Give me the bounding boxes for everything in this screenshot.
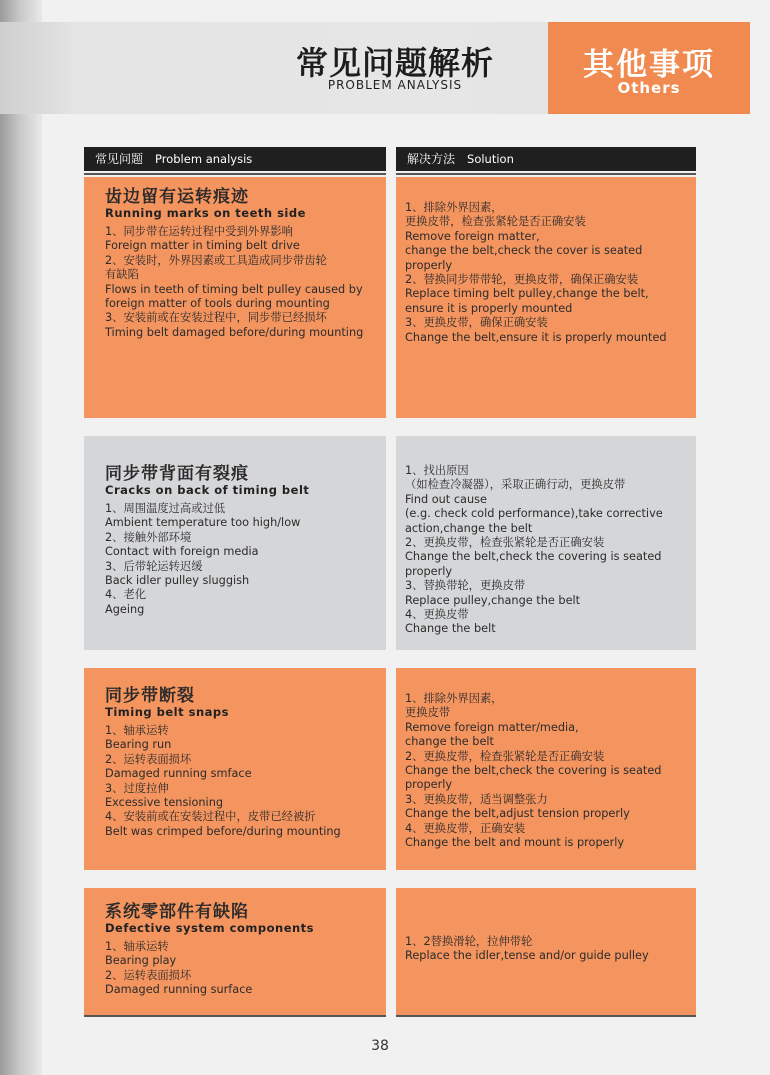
column-header-problem-en: Problem analysis [155,152,253,166]
book-spine-shadow [0,0,42,1075]
problem-line: 1、周围温度过高或过低 [105,502,226,515]
problem-line: Excessive tensioning [105,796,224,810]
solution-line: 3、更换皮带，适当调整张力 [405,792,548,806]
solution-line: Replace the idler,tense and/or guide pulley [405,949,649,963]
problem-line: 4、安装前或在安装过程中，皮带已经被折 [105,810,316,824]
problem-line: foreign matter of tools during mounting [105,297,330,311]
problem-line: 2、接触外部环境 [105,530,192,544]
column-header-solution-en: Solution [467,152,514,166]
problem-line: 2、运转表面损坏 [105,968,192,982]
solution-line: Remove foreign matter/media, [405,720,579,734]
divider [396,173,696,175]
problem-card-defective-components [84,888,386,1015]
problem-card-cracks [84,436,386,650]
solution-line: 1、排除外界因素， [405,692,503,705]
solution-line: Change the belt,check the covering is seated [405,764,662,778]
solution-line: 更换皮带 [405,706,451,720]
section-tab-title: 其他事项 [583,47,715,83]
solution-line: 3、替换带轮，更换皮带 [405,579,526,593]
solution-card-cracks [396,436,696,650]
solution-line: (e.g. check cold performance),take corrective [405,507,663,521]
problem-line: 1、轴承运转 [105,724,169,737]
divider [84,173,386,175]
problem-line: 4、老化 [105,588,147,602]
problem-line: Belt was crimped before/during mounting [105,824,341,838]
problem-line: Ambient temperature too high/low [105,516,301,530]
solution-card-running-marks [396,177,696,418]
problem-line: 3、过度拉伸 [105,781,169,795]
problem-line: 3、安装前或在安装过程中，同步带已经损坏 [105,311,327,325]
column-header-problem-cn: 常见问题 [95,152,144,166]
solution-line: 1、找出原因 [405,464,469,477]
solution-line: change the belt [405,735,494,749]
problem-title-cn: 同步带背面有裂痕 [105,464,249,484]
solution-line: 2、更换皮带，检查张紧轮是否正确安装 [405,749,605,763]
problem-line: Ageing [105,602,145,616]
section-tab [548,22,750,114]
column-header-solution [396,147,696,171]
page-number: 38 [371,1038,389,1054]
solution-line: change the belt,check the cover is seated properly [405,244,643,272]
solution-line: Replace timing belt pulley,change the belt, [405,287,649,301]
solution-line: 3、更换皮带，确保正确安装 [405,316,548,330]
problem-title-en: Timing belt snaps [105,705,229,719]
solution-card-belt-snaps [396,668,696,870]
solution-line: Replace pulley,change the belt [405,593,581,607]
solution-line: 4、更换皮带，正确安装 [405,821,526,835]
problem-title-en: Cracks on back of timing belt [105,483,310,497]
problem-line: Bearing play [105,954,177,968]
problem-line: 有缺陷 [105,268,139,282]
problem-line: Damaged running smface [105,767,252,781]
problem-line: 1、同步带在运转过程中受到外界影响 [105,225,293,238]
solution-line: action,change the belt [405,521,533,535]
solution-line: 1、排除外界因素， [405,201,503,214]
solution-line: properly [405,778,453,792]
column-header-solution-cn: 解决方法 [407,152,456,166]
solution-line: Change the belt,adjust tension properly [405,807,630,821]
divider [396,1015,696,1017]
problem-line: Foreign matter in timing belt drive [105,239,300,253]
problem-card-belt-snaps [84,668,386,870]
solution-line: ensure it is properly mounted [405,301,573,315]
problem-title-cn: 齿边留有运转痕迹 [105,187,249,207]
problem-line: 2、运转表面损坏 [105,752,192,766]
problem-line: Damaged running surface [105,983,253,997]
problem-title-cn: 系统零部件有缺陷 [105,902,249,922]
problem-line: Bearing run [105,738,172,752]
problem-line: 3、后带轮运转迟缓 [105,559,203,573]
solution-line: 2、替换同步带带轮，更换皮带，确保正确安装 [405,273,639,287]
problem-card-running-marks [84,177,386,418]
solution-line: properly [405,564,453,578]
problem-line: Timing belt damaged before/during mounting [105,325,364,339]
solution-card-defective-components [396,888,696,1015]
solution-line: （如检查冷凝器），采取正确行动，更换皮带 [405,478,626,492]
problem-title-cn: 同步带断裂 [105,686,195,706]
page-title: 常见问题解析 [295,44,494,82]
problem-title-en: Defective system components [105,921,315,935]
problem-line: 1、轴承运转 [105,940,169,953]
solution-line: 2、更换皮带，检查张紧轮是否正确安装 [405,536,605,550]
solution-line: Find out cause [405,492,487,506]
solution-line: 4、更换皮带 [405,608,469,622]
column-header-problem [84,147,386,171]
problem-line: Contact with foreign media [105,545,259,559]
solution-line: 1、2替换滑轮，拉伸带轮 [405,935,533,948]
solution-line: Remove foreign matter, [405,229,540,243]
solution-line: Change the belt,check the covering is seated [405,550,662,564]
divider [84,1015,386,1017]
section-tab-subtitle: Others [617,79,681,97]
problem-title-en: Running marks on teeth side [105,206,306,220]
problem-line: Flows in teeth of timing belt pulley caused by [105,282,363,296]
solution-line: Change the belt [405,622,496,636]
solution-line: Change the belt,ensure it is properly mounted [405,330,667,344]
problem-line: Back idler pulley sluggish [105,574,250,588]
page-subtitle: PROBLEM ANALYSIS [327,78,463,92]
solution-line: Change the belt and mount is properly [405,836,625,850]
solution-line: 更换皮带，检查张紧轮是否正确安装 [405,215,586,229]
problem-line: 2、安装时，外界因素或工具造成同步带齿轮 [105,253,327,267]
